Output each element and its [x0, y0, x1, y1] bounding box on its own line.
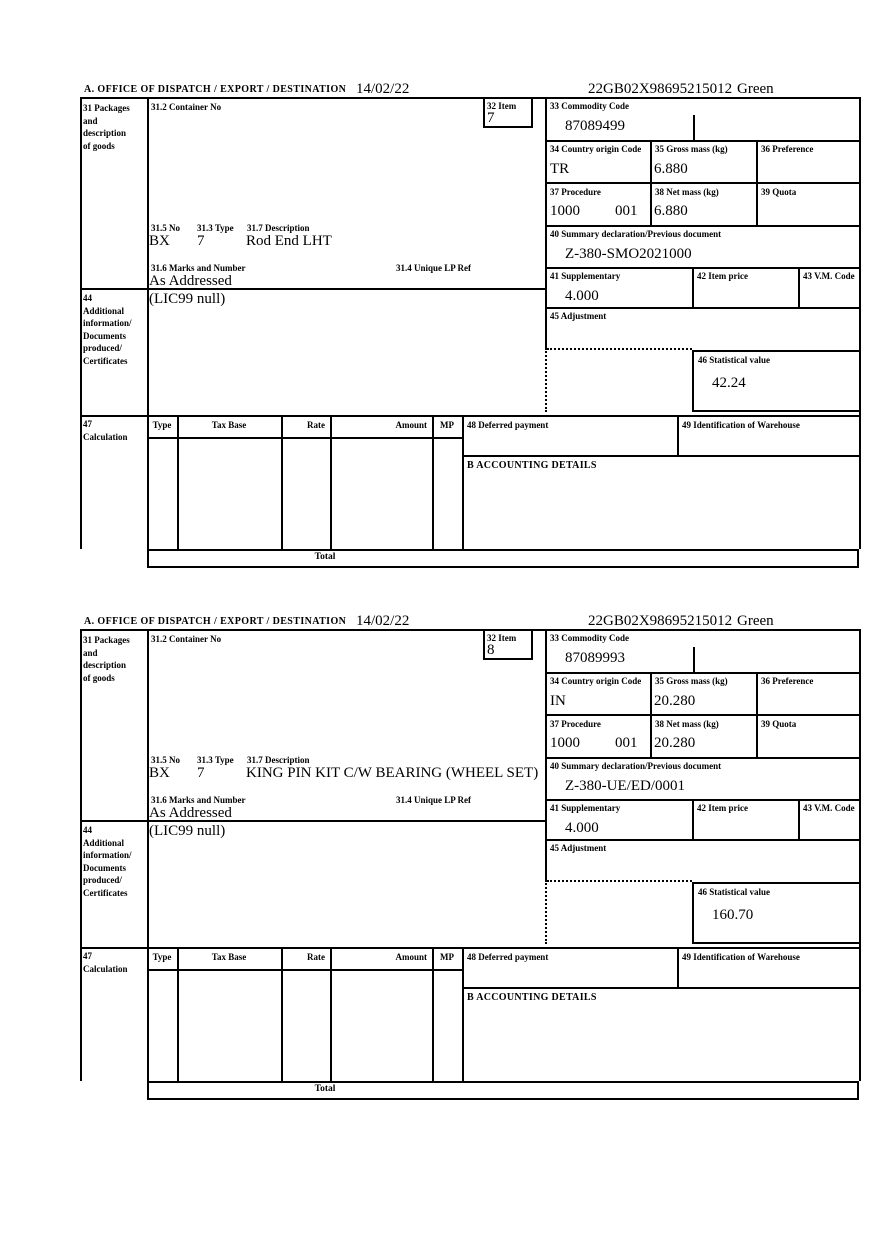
pkg-type-value: 7 [197, 233, 205, 249]
border-line [545, 182, 861, 184]
procedure-label: 37 Procedure [550, 719, 601, 729]
supplementary-label: 41 Supplementary [550, 271, 621, 281]
gross-mass-label: 35 Gross mass (kg) [655, 676, 728, 686]
border-line [80, 97, 861, 99]
packages-label [83, 102, 145, 152]
summary-declaration-value: Z-380-SMO2021000 [565, 246, 692, 262]
border-line [545, 225, 861, 227]
border-line [80, 97, 82, 549]
preference-label: 36 Preference [761, 144, 814, 154]
border-line [677, 947, 679, 989]
border-line [545, 714, 861, 716]
statistical-value-label: 46 Statistical value [698, 355, 770, 365]
border-line [545, 799, 861, 801]
vm-code-label: 43 V.M. Code [803, 803, 855, 813]
calculation-label [83, 950, 145, 975]
border-line [462, 455, 861, 457]
sad-continuation-form-item-8 [80, 614, 861, 1106]
pkg-type-value: 7 [197, 765, 205, 781]
summary-declaration-label: 40 Summary declaration/Previous document [550, 229, 722, 239]
border-line [756, 140, 758, 227]
calculation-label-line: Calculation [83, 431, 128, 442]
border-line [545, 140, 861, 142]
container-no-label: 31.2 Container No [151, 634, 222, 644]
additional-label-line: Additional [83, 305, 125, 316]
additional-label-line: information/ [83, 318, 132, 328]
border-line [330, 947, 332, 1081]
country-origin-label: 34 Country origin Code [550, 676, 642, 686]
sad-continuation-form-item-7 [80, 82, 861, 574]
dotted-boundary-line [545, 348, 547, 412]
commodity-separator-line [693, 115, 695, 140]
additional-label-line: Additional [83, 837, 125, 848]
item-number: 8 [487, 642, 495, 658]
border-line [545, 672, 861, 674]
gross-mass-value: 20.280 [654, 693, 696, 709]
border-line [147, 969, 462, 971]
statistical-value-label: 46 Statistical value [698, 887, 770, 897]
packages-label-line: description [83, 128, 127, 138]
packages-label-line: 31 Packages [83, 635, 130, 645]
border-line [859, 97, 861, 549]
border-line [650, 140, 652, 227]
border-line [281, 415, 283, 549]
office-of-dispatch-label: A. OFFICE OF DISPATCH / EXPORT / DESTINATION [84, 616, 347, 627]
border-line [432, 415, 434, 549]
pkg-description-value: KING PIN KIT C/W BEARING (WHEEL SET) [246, 765, 539, 781]
country-origin-label: 34 Country origin Code [550, 144, 642, 154]
border-line [692, 267, 694, 307]
calc-col-type: Type [152, 420, 172, 430]
procedure-value-1: 1000 [550, 203, 580, 219]
border-line [798, 799, 800, 839]
marks-value: As Addressed [149, 805, 232, 821]
calc-col-tax-base: Tax Base [211, 420, 247, 430]
procedure-value-1: 1000 [550, 735, 580, 751]
item-price-label: 42 Item price [697, 803, 748, 813]
border-line [432, 947, 434, 1081]
pkg-description-value: Rod End LHT [246, 233, 332, 249]
additional-info-value: (LIC99 null) [149, 291, 226, 307]
marks-label: 31.6 Marks and Number [151, 263, 246, 273]
routing-status: Green [737, 81, 774, 97]
pkg-type-label: 31.3 Type [197, 223, 234, 233]
border-line [756, 672, 758, 759]
packages-label-line: and [83, 115, 98, 126]
additional-label-line: Documents [83, 862, 126, 873]
unique-lp-ref-label: 31.4 Unique LP Ref [396, 263, 472, 273]
vm-code-label: 43 V.M. Code [803, 271, 855, 281]
commodity-separator-line [693, 647, 695, 672]
gross-mass-value: 6.880 [654, 161, 688, 177]
deferred-payment-label: 48 Deferred payment [467, 952, 549, 962]
border-line [677, 415, 679, 457]
pkg-description-label: 31.7 Description [247, 223, 310, 233]
border-line [545, 307, 861, 309]
statistical-value-value: 42.24 [712, 375, 746, 391]
additional-label-line: produced/ [83, 343, 122, 353]
pkg-no-label: 31.5 No [151, 755, 180, 765]
border-line [545, 97, 547, 348]
additional-label-line: Documents [83, 330, 126, 341]
border-line [650, 672, 652, 759]
calculation-label-line: 47 [83, 951, 92, 961]
item-label: 32 Item [487, 101, 517, 111]
calc-col-mp: MP [440, 952, 454, 962]
declaration-reference: 22GB02X98695215012 [588, 613, 733, 629]
border-line [462, 987, 861, 989]
total-label: Total [314, 552, 336, 562]
packages-label-line: description [83, 660, 127, 670]
supplementary-value: 4.000 [565, 288, 599, 304]
marks-value: As Addressed [149, 273, 232, 289]
summary-declaration-label: 40 Summary declaration/Previous document [550, 761, 722, 771]
accounting-details-label: B ACCOUNTING DETAILS [467, 460, 597, 471]
calculation-label-line: 47 [83, 419, 92, 429]
border-line [859, 629, 861, 1081]
pkg-description-label: 31.7 Description [247, 755, 310, 765]
declaration-date: 14/02/22 [356, 613, 410, 629]
preference-label: 36 Preference [761, 676, 814, 686]
border-line [462, 947, 464, 1081]
border-line [545, 267, 861, 269]
border-line [80, 629, 861, 631]
country-origin-value: IN [550, 693, 566, 709]
statistical-value-value: 160.70 [712, 907, 754, 923]
border-line [798, 267, 800, 307]
border-line [545, 629, 547, 880]
item-number: 7 [487, 110, 495, 126]
dotted-boundary-line [547, 348, 692, 350]
commodity-code-value: 87089993 [565, 650, 625, 666]
quota-label: 39 Quota [761, 187, 797, 197]
commodity-code-value: 87089499 [565, 118, 625, 134]
packages-label-line: 31 Packages [83, 103, 130, 113]
border-line [462, 415, 464, 549]
pkg-no-value: BX [149, 233, 170, 249]
border-line [80, 629, 82, 1081]
commodity-code-label: 33 Commodity Code [550, 101, 629, 111]
office-of-dispatch-label: A. OFFICE OF DISPATCH / EXPORT / DESTINATION [84, 84, 347, 95]
border-line [80, 415, 861, 417]
total-label: Total [314, 1084, 336, 1094]
gross-mass-label: 35 Gross mass (kg) [655, 144, 728, 154]
supplementary-label: 41 Supplementary [550, 803, 621, 813]
calc-col-rate: Rate [307, 952, 325, 962]
additional-label-line: information/ [83, 850, 132, 860]
calc-col-tax-base: Tax Base [211, 952, 247, 962]
dotted-boundary-line [545, 880, 547, 944]
deferred-payment-label: 48 Deferred payment [467, 420, 549, 430]
additional-label-line: 44 [83, 825, 92, 835]
calc-col-rate: Rate [307, 420, 325, 430]
additional-label-line: 44 [83, 293, 92, 303]
adjustment-label: 45 Adjustment [550, 311, 607, 321]
unique-lp-ref-label: 31.4 Unique LP Ref [396, 795, 472, 805]
border-line [545, 839, 861, 841]
procedure-label: 37 Procedure [550, 187, 601, 197]
border-line [147, 629, 149, 1081]
country-origin-value: TR [550, 161, 570, 177]
net-mass-label: 38 Net mass (kg) [655, 187, 719, 197]
border-line [281, 947, 283, 1081]
net-mass-value: 6.880 [654, 203, 688, 219]
calc-col-type: Type [152, 952, 172, 962]
additional-info-label [83, 824, 145, 899]
pkg-no-label: 31.5 No [151, 223, 180, 233]
item-price-label: 42 Item price [697, 271, 748, 281]
declaration-reference: 22GB02X98695215012 [588, 81, 733, 97]
warehouse-label: 49 Identification of Warehouse [682, 420, 800, 430]
supplementary-value: 4.000 [565, 820, 599, 836]
summary-declaration-value: Z-380-UE/ED/0001 [565, 778, 685, 794]
item-label: 32 Item [487, 633, 517, 643]
calculation-label-line: Calculation [83, 963, 128, 974]
border-line [177, 947, 179, 1081]
procedure-value-2: 001 [615, 735, 638, 751]
additional-info-value: (LIC99 null) [149, 823, 226, 839]
adjustment-label: 45 Adjustment [550, 843, 607, 853]
procedure-value-2: 001 [615, 203, 638, 219]
dotted-boundary-line [547, 880, 692, 882]
net-mass-value: 20.280 [654, 735, 696, 751]
packages-label-line: of goods [83, 140, 115, 151]
packages-label [83, 634, 145, 684]
additional-info-label [83, 292, 145, 367]
commodity-code-label: 33 Commodity Code [550, 633, 629, 643]
warehouse-label: 49 Identification of Warehouse [682, 952, 800, 962]
declaration-date: 14/02/22 [356, 81, 410, 97]
packages-label-line: of goods [83, 672, 115, 683]
border-line [147, 437, 462, 439]
additional-label-line: produced/ [83, 875, 122, 885]
net-mass-label: 38 Net mass (kg) [655, 719, 719, 729]
quota-label: 39 Quota [761, 719, 797, 729]
additional-label-line: Certificates [83, 355, 128, 366]
marks-label: 31.6 Marks and Number [151, 795, 246, 805]
packages-label-line: and [83, 647, 98, 658]
calc-col-amount: Amount [395, 952, 427, 962]
calc-col-mp: MP [440, 420, 454, 430]
border-line [147, 97, 149, 549]
pkg-type-label: 31.3 Type [197, 755, 234, 765]
container-no-label: 31.2 Container No [151, 102, 222, 112]
border-line [330, 415, 332, 549]
calc-col-amount: Amount [395, 420, 427, 430]
border-line [80, 947, 861, 949]
border-line [177, 415, 179, 549]
routing-status: Green [737, 613, 774, 629]
border-line [692, 799, 694, 839]
accounting-details-label: B ACCOUNTING DETAILS [467, 992, 597, 1003]
pkg-no-value: BX [149, 765, 170, 781]
calculation-label [83, 418, 145, 443]
additional-label-line: Certificates [83, 887, 128, 898]
border-line [545, 757, 861, 759]
